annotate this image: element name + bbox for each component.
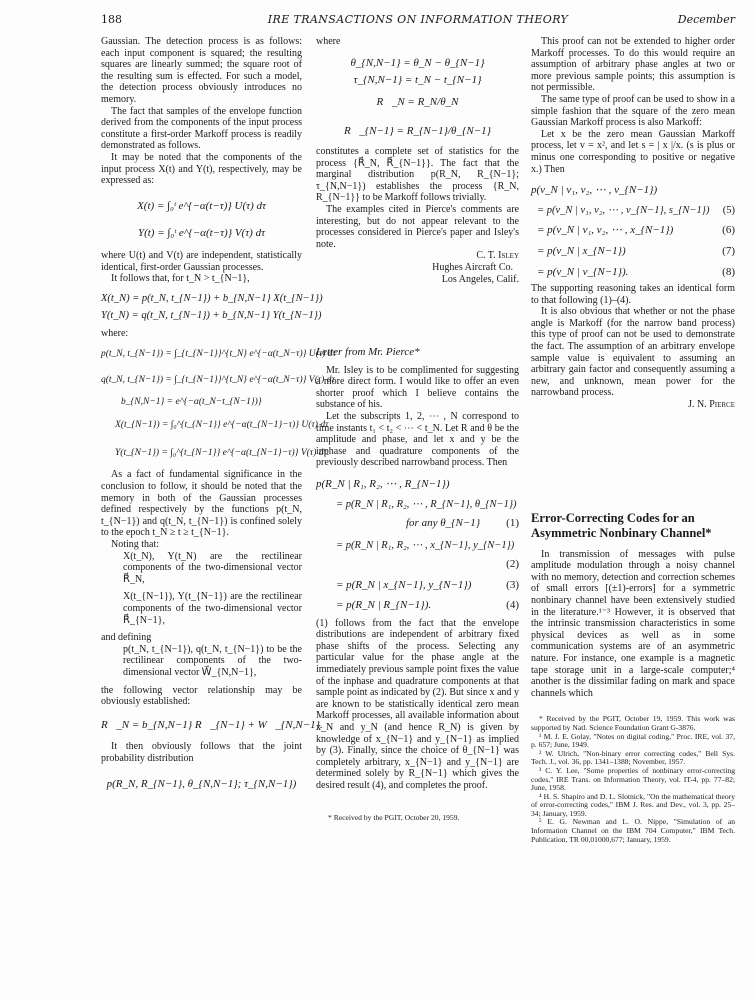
- equation-4: [316, 600, 519, 612]
- equation-text: = p(v_N | v₁, v₂, ⋯ , v_{N−1}, s_{N−1}): [537, 204, 710, 216]
- equation-5: [531, 205, 735, 217]
- equation-number: (6): [722, 224, 735, 237]
- equation-tau: τ_{N,N−1} = t_N − t_{N−1}: [353, 74, 482, 87]
- article-title: Error-Correcting Codes for an Asymmetric Nonbinary Channel*: [531, 510, 712, 540]
- equation-number: (2): [506, 558, 519, 571]
- equation-text: = p(v_N | x_{N−1}): [537, 244, 626, 257]
- paragraph: Noting that:: [111, 539, 160, 550]
- paragraph: Let x be the zero mean Gaussian Markoff process, let v = x², and let s = | x |/x. (s is plus or minus one corresponding to positive or negative x.) Then: [531, 128, 735, 175]
- paragraph: It follows that, for t_N > t_{N−1},: [111, 273, 250, 285]
- footnotes: [531, 715, 735, 844]
- paragraph: where: [316, 36, 341, 47]
- paragraph: It then obviously follows that the joint probability distribution: [101, 741, 302, 764]
- journal-title: IRE TRANSACTIONS ON INFORMATION THEORY: [267, 13, 569, 26]
- list-item: X(t_{N−1}), Y(t_{N−1}) are the rectilinear components of the two-dimensional vector R⃗_{N−1},: [123, 591, 302, 626]
- equation-number: (4): [506, 599, 519, 611]
- footnote: ⁵ E. G. Newman and L. O. Nippe, "Simulation of an Information Channel on the IBM 704 Computer," IBM Tech. Publication, TR 00,01000,677; January, 1959.: [531, 817, 735, 844]
- paragraph: As a fact of fundamental significance in the conclusion to follow, it should be noted that the memory in both of the Gaussian processes defined respectively by the functions p(t_N, t_{N−1}) and q(t_N, t_{N−1}) is confined solely to the epoch t_N ≥ t ≥ t_{N−1}.: [101, 469, 302, 539]
- paragraph: The examples cited in Pierce's comments are interesting, but do not appear relevant to the processes considered in Pierce's paper and Isley's note.: [316, 203, 519, 250]
- equation-1-qualifier: [316, 518, 519, 530]
- author-affiliation: Hughes Aircraft Co.: [432, 261, 513, 273]
- footnote: ⁴ H. S. Shapiro and D. L. Slotnick, "On the mathematical theory of error-correcting codes," IBM J. Res. and Dev., vol. 3, pp. 25–34; January, 1959.: [531, 791, 735, 818]
- footnote: ² W. Ulrich, "Non-binary error correcting codes," Bell Sys. Tech. J., vol. 36, pp. 1341–1388; November, 1957.: [531, 748, 735, 767]
- equation-y: Y(t) = ∫₀ᵗ e^{−α(t−τ)} V(τ) dτ: [137, 227, 266, 240]
- equation-text: = p(R_N | R_{N−1}).: [336, 599, 432, 611]
- equation-xn: X(t_N) = p(t_N, t_{N−1}) + b_{N,N−1} X(t_{N−1}): [101, 292, 323, 304]
- equation-number: (8): [722, 265, 735, 278]
- author-location: Los Angeles, Calif.: [441, 273, 519, 285]
- equation-number: (3): [506, 579, 519, 592]
- paragraph: and defining: [101, 632, 152, 644]
- equation-yn: Y(t_N) = q(t_N, t_{N−1}) + b_{N,N−1} Y(t_{N−1}): [101, 310, 322, 322]
- issue-month: December: [677, 13, 735, 26]
- list-item: X(t_N), Y(t_N) are the rectilinear components of the two-dimensional vector R⃗_N,: [123, 550, 302, 585]
- equation-text: = p(v_N | v_{N−1}).: [537, 265, 629, 278]
- equation-text: = p(R_N | x_{N−1}, y_{N−1}): [336, 579, 472, 592]
- page-number: 188: [101, 13, 122, 26]
- list-item: p(t_N, t_{N−1}), q(t_N, t_{N−1}) to be the rectilinear components of the two-dimensional vector W⃗_{N,N−1},: [123, 643, 302, 678]
- equation-3: [316, 580, 519, 592]
- equation-p: p(t_N, t_{N−1}) = ∫_{t_{N−1}}^{t_N} e^{−α(t_N−τ)} U(τ) dτ: [101, 349, 336, 360]
- equation-rn1: R⃗_{N−1} = R_{N−1}/θ_{N−1}: [343, 125, 492, 138]
- paragraph: where U(t) and V(t) are independent, statistically identical, first-order Gaussian processes.: [101, 249, 302, 273]
- paragraph: The fact that samples of the envelope function derived from the components of the input process constitute a first-order Markoff process is readily demonstrated as follows.: [101, 105, 302, 152]
- equation-8: [531, 267, 735, 279]
- equation-b: b_{N,N−1} = e^{−α(t_N−t_{N−1})}: [121, 396, 262, 407]
- footnote: ³ C. Y. Lee, "Some properties of nonbinary error-correcting codes," IRE Trans. on Information Theory, vol. IT-4, pp. 77–82; June, 1958.: [531, 765, 735, 793]
- paragraph: It may be noted that the components of the input process X(t) and Y(t), respectively, may be expressed as:: [101, 151, 302, 187]
- equation-x: X(t) = ∫₀ᵗ e^{−α(t−τ)} U(τ) dτ: [137, 199, 266, 212]
- equation-0: p(v_N | v₁, v₂, ⋯ , v_{N−1}): [531, 184, 658, 197]
- equation-0: p(R_N | R₁, R₂, ⋯ , R_{N−1}): [316, 478, 450, 491]
- author-signature: J. N. Pierce: [688, 399, 735, 411]
- equation-2-number: [316, 559, 519, 572]
- equation-1: = p(R_N | R₁, R₂, ⋯ , R_{N−1}, θ_{N−1}): [336, 498, 517, 510]
- equation-xn1: X(t_{N−1}) = ∫₀^{t_{N−1}} e^{−α(t_{N−1}−τ)} U(τ) dτ: [115, 420, 329, 431]
- equation-joint: p(R_N, R_{N−1}, θ_{N,N−1}; τ_{N,N−1}): [106, 777, 297, 790]
- equation-number: (5): [722, 204, 735, 216]
- equation-yn1: Y(t_{N−1}) = ∫₀^{t_{N−1}} e^{−α(t_{N−1}−τ)} V(τ) dτ.: [115, 447, 330, 458]
- footnote: * Received by the PGIT, October 20, 1959.: [328, 812, 460, 822]
- equation-text: = p(v_N | v₁, v₂, ⋯ , x_{N−1}): [537, 224, 674, 237]
- paragraph: This proof can not be extended to higher order Markoff processes. To do this would require an assumption of arbitrary phase angles at two or more previous sample points; this assumption is not permissible.: [531, 36, 735, 94]
- column-middle: [316, 36, 519, 822]
- equation-rn: R⃗_N = R_N/θ_N: [376, 95, 459, 108]
- column-right: [531, 36, 735, 844]
- footnote: ¹ M. J. E. Golay, "Notes on digital coding," Proc. IRE, vol. 37, p. 657; June, 1949.: [531, 731, 735, 750]
- equation-2: = p(R_N | R₁, R₂, ⋯ , x_{N−1}, y_{N−1}): [336, 539, 515, 551]
- equation-number: (7): [722, 244, 735, 257]
- paragraph: It is also obvious that whether or not the phase angle is Markoff (for the narrow band process) this type of proof can not be used to demonstrate the fact. The assumption of an arbitrary envelope sample value is equivalent to assuming an arbitrary gain factor and consequently assuming a new, and unknown, mean power for the narrowband process.: [531, 306, 735, 399]
- column-left: [101, 36, 336, 790]
- equation-6: [531, 225, 735, 237]
- paragraph: where:: [101, 327, 129, 339]
- equation-7: [531, 246, 735, 258]
- paragraph: the following vector relationship may be obviously established:: [101, 684, 302, 708]
- paragraph: In transmission of messages with pulse amplitude modulation through a noisy channel with no memory, detection and correction schemes of small errors [(±1)-errors] for a symmetric nonbinary channel have been extensively studied in the literature.¹⁻³ However, it is observed that the intrinsic transmission characteristics in some physical devices as well as in some communication systems are of an asymmetric nature. For instance, one example is a magnetic tape storage unit in a large-scale computer;⁴ another is the dissimilar fading on mark and space channels which: [531, 548, 735, 699]
- paragraph: constitutes a complete set of statistics for the process {R⃗_N, R⃗_{N−1}}. The fact that the marginal distribution p(R_N, R_{N−1}; τ_{N,N−1}) establishes the process {R_N, R_{N−1}} to be Markoff follows trivially.: [316, 145, 519, 204]
- paragraph: The same type of proof can be used to show in a simple fashion that the square of the zero mean Gaussian Markoff process is also Markoff:: [531, 93, 735, 129]
- equation-q: q(t_N, t_{N−1}) = ∫_{t_{N−1}}^{t_N} e^{−α(t_N−τ)} V(τ) dτ: [101, 375, 335, 386]
- paragraph: Let the subscripts 1, 2, ⋯ , N correspond to time instants t₁ < t₂ < ⋯ < t_N. Let R and θ be the amplitude and phase, and let x and y be the inphase and quadrature components of the previously described narrowband process. Then: [316, 411, 519, 469]
- footnote: * Received by the PGIT, October 19, 1959. This work was supported by Natl. Science Foundation Grant G-3876.: [531, 714, 735, 732]
- author-signature: C. T. Isley: [476, 250, 519, 262]
- section-heading: Letter from Mr. Pierce*: [316, 346, 420, 359]
- paragraph: Mr. Isley is to be complimented for suggesting a more direct form. I would like to offer an even shorter proof which I believe contains the substance of his.: [316, 364, 519, 411]
- equation-number: (1): [506, 517, 519, 530]
- equation-text: for any θ_{N−1}: [406, 517, 481, 530]
- paragraph: (1) follows from the fact that the envelope distributions are independent of arbitrary fixed phase shifts of the process. Selecting any particular value for the phase angle at the immediately previous sample point fixes the value of the inphase and quadrature components at that sample point as indicated by (2). But since x and y are known to be statistically identical zero mean Markoff processes, all available information about x_N and y_N (and hence R_N) is given by knowledge of x_{N−1} and y_{N−1} as implied by (3). Finally, since the choice of θ_{N−1} was completely arbitrary, x_{N−1} and y_{N−1} are determined solely by R_{N−1} which gives the desired result (4), and completes the proof.: [316, 617, 519, 791]
- equation-theta: θ_{N,N−1} = θ_N − θ_{N−1}: [350, 56, 485, 69]
- paragraph: Gaussian. The detection process is as follows: each input component is squared; the resulting squares are linearly summed; the square root of the resulting sum is effected. For such a model, the detection process obviously introduces no memory.: [101, 36, 302, 105]
- equation-vector: R⃗_N = b_{N,N−1} R⃗_{N−1} + W⃗_{N,N−1}.: [101, 718, 323, 731]
- paragraph: The supporting reasoning takes an identical form to that following (1)–(4).: [531, 283, 735, 306]
- running-header: [101, 13, 735, 29]
